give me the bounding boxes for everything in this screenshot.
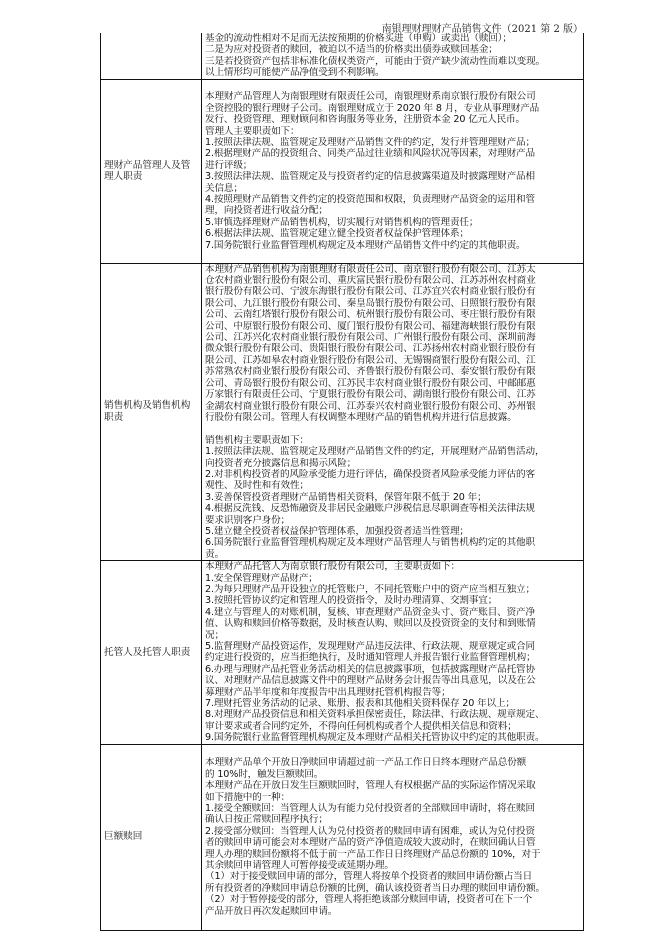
- text-line: 其余赎回申请管理人可暂停接受或延期办理。: [205, 859, 394, 871]
- text-line: 2.为每只理财产品开设独立的托管账户，不同托管账户中的资产应当相互独立；: [205, 583, 535, 595]
- text-line: 万家银行有限责任公司、宁夏银行股份有限公司、湖南银行股份有限公司、江苏: [205, 389, 536, 401]
- text-line: 观性、及时性和有效性；: [205, 480, 309, 492]
- text-line: 5.监督理财产品投资运作，发现理财产品违反法律、行政法规、规章规定或合同: [205, 641, 535, 653]
- large-redemption-row: [101, 744, 584, 930]
- row-label: 巨额赎回: [101, 744, 202, 930]
- text-line: 7.国务院银行业监督管理机构规定及本理财产品销售文件中约定的其他职责。: [205, 239, 526, 251]
- document-header: 南银理财理财产品销售文件（2021 第 2 版）: [381, 24, 583, 35]
- text-line: 4.建立与管理人的对账机制，复核、审查理财产品资金头寸、资产账目、资产净: [205, 606, 535, 618]
- row-content: [202, 79, 584, 263]
- text-line: 微众银行股份有限公司、贵阳银行股份有限公司、江苏扬州农村商业银行股份有: [205, 343, 536, 355]
- text-line: 3.按照法律法规、监管规定及与投资者约定的信息披露渠道及时披露理财产品相: [205, 171, 535, 183]
- text-line: 要求识别客户身份；: [205, 514, 290, 526]
- text-line: 金湖农村商业银行股份有限公司、江苏泰兴农村商业银行股份有限公司、苏州银: [205, 400, 536, 412]
- text-line: 5.审慎选择理财产品销售机构，切实履行对销售机构的管理责任；: [205, 216, 479, 228]
- text-line: 向投资者充分披露信息和揭示风险；: [205, 457, 357, 469]
- text-line: 关信息；: [205, 182, 243, 194]
- text-line: 2.接受部分赎回：当管理人认为兑付投资者的赎回申请有困难，或认为兑付投资: [205, 825, 535, 837]
- text-line: 4.根据反洗钱、反恐怖融资及非居民金融账户涉税信息尽职调查等相关法律法规: [205, 503, 535, 515]
- product-info-table: [100, 33, 584, 931]
- text-line: 2.根据理财产品的投资组合、同类产品过往业绩和风险状况等因素，对理财产品: [205, 148, 535, 160]
- sales-agency-duties-row: [101, 263, 584, 561]
- custodian-duties-row: [101, 561, 584, 745]
- text-line: 5.建立健全投资者权益保护管理体系，加强投资者适当性管理；: [205, 525, 469, 537]
- row-content: [202, 744, 584, 930]
- text-line: 销售机构主要职责如下：: [205, 434, 309, 446]
- text-line: 募理财产品半年度和年度报告中出具理财托管机构报告等；: [205, 686, 451, 698]
- text-line: 三是若投资资产包括非标准化债权类资产，可能由于资产缺少流动性而难以变现。: [205, 55, 545, 67]
- liquidity-risk-continuation-row: [101, 33, 584, 79]
- text-line: 发行、投资管理、理财顾问和咨询服务等业务，注册资本金 20 亿元人民币。: [205, 114, 525, 126]
- manager-duties-row: [101, 79, 584, 263]
- text-line: 产品开放日再次发起赎回申请。: [205, 905, 338, 917]
- text-line: 公司、云南红塔银行股份有限公司、杭州银行股份有限公司、枣庄银行股份有限: [205, 309, 536, 321]
- text-line: 9.国务院银行业监督管理机构规定及本理财产品相关托管协议中约定的其他职责。: [205, 732, 545, 744]
- text-line: 以上情形均可能使产品净值受到不利影响。: [205, 67, 385, 79]
- text-line: 的 10%时，触发巨额赎回。: [205, 768, 324, 780]
- text-line: 管理人主要职责如下：: [205, 125, 300, 137]
- text-line: 值、认购和赎回价格等数据，及时核查认购、赎回以及投资资金的支付和到账情: [205, 618, 536, 630]
- text-line: 1.接受全额赎回：当管理人认为有能力兑付投资者的全部赎回申请时，将在赎回: [205, 802, 535, 814]
- text-line: 理，向投资者进行收益分配；: [205, 205, 328, 217]
- text-line: 6.根据法律法规、监管规定建立健全投资者权益保护管理体系；: [205, 228, 469, 240]
- text-line: 7.理财托管业务活动的记录、账册、报表和其他相关资料保存 20 年以上；: [205, 698, 515, 710]
- text-line: 银行股份有限公司、宁波东海银行股份有限公司、江苏宜兴农村商业银行股份有: [205, 286, 536, 298]
- text-line: （1）对于接受赎回申请的部分，管理人将按单个投资者的赎回申请份额占当日: [205, 871, 533, 883]
- text-line: 4.按照理财产品销售文件约定的投资范围和权限，负责理财产品资金的运用和管: [205, 193, 535, 205]
- text-line: 者的赎回申请可能会对本理财产品的资产净值造成较大波动时，在赎回确认日管: [205, 837, 536, 849]
- text-line: 3.按照托管协议约定和管理人的投资指令，及时办理清算、交割事宜；: [205, 595, 498, 607]
- text-line: 1.按照法律法规、监管规定及理财产品销售文件的约定，开展理财产品销售活动，: [205, 446, 545, 458]
- text-line: 进行评级；: [205, 159, 253, 171]
- text-line: 责。: [205, 548, 224, 560]
- blank-line: [205, 423, 580, 434]
- text-line: 苏常熟农村商业银行股份有限公司、齐鲁银行股份有限公司、泰安银行股份有限: [205, 366, 536, 378]
- row-label: 理财产品管理人及管理人职责: [101, 79, 202, 263]
- row-content: [202, 33, 584, 79]
- row-label: 托管人及托管人职责: [101, 561, 202, 745]
- text-line: 二是为应对投资者的赎回，被迫以不适当的价格卖出债券或赎回基金；: [205, 44, 498, 56]
- text-line: 如下措施中的一种：: [205, 791, 290, 803]
- text-line: 6.国务院银行业监督管理机构规定及本理财产品管理人与销售机构约定的其他职: [205, 537, 535, 549]
- text-line: 全资控股的银行理财子公司。南银理财成立于 2020 年 8 月，专业从事理财产品: [205, 102, 540, 114]
- text-line: 公司、中原银行股份有限公司、厦门银行股份有限公司、福建海峡银行股份有限: [205, 320, 536, 332]
- text-line: 本理财产品单个开放日净赎回申请超过前一产品工作日日终本理财产品总份额: [205, 757, 527, 769]
- text-line: 1.按照法律法规、监管规定及理财产品销售文件的约定，发行并管理理财产品；: [205, 136, 535, 148]
- text-line: 确认日按正常赎回程序执行；: [205, 814, 328, 826]
- text-line: 仓农村商业银行股份有限公司、重庆富民银行股份有限公司、江苏苏州农村商业: [205, 275, 536, 287]
- text-line: 约定进行投资的，应当拒绝执行，及时通知管理人并报告银行业监督管理机构；: [205, 652, 536, 664]
- text-line: 3.妥善保管投资者理财产品销售相关资料，保管年限不低于 20 年；: [205, 491, 487, 503]
- text-line: 限公司、江苏如皋农村商业银行股份有限公司、无锡锡商银行股份有限公司、江: [205, 354, 536, 366]
- text-line: 限公司、九江银行股份有限公司、秦皇岛银行股份有限公司、日照银行股份有限: [205, 297, 536, 309]
- text-line: 本理财产品托管人为南京银行股份有限公司，主要职责如下：: [205, 561, 460, 573]
- text-line: 行股份有限公司。管理人有权调整本理财产品的销售机构并进行信息披露。: [205, 411, 517, 423]
- text-line: 基金的流动性相对不足而无法按预期的价格买进（申购）或卖出（赎回）；: [205, 33, 512, 44]
- text-line: 2.对非机构投资者的风险承受能力进行评估，确保投资者风险承受能力评估的客: [205, 468, 535, 480]
- text-line: 6.办理与理财产品托管业务活动相关的信息披露事项，包括披露理财产品托管协: [205, 663, 535, 675]
- row-label: [101, 33, 202, 79]
- text-line: 议、对理财产品信息披露文件中的理财产品财务会计报告等出具意见，以及在公: [205, 675, 536, 687]
- text-line: 况；: [205, 629, 224, 641]
- text-line: 本理财产品在开放日发生巨额赎回时，管理人有权根据产品的实际运作情况采取: [205, 780, 536, 792]
- text-line: （2）对于暂停接受的部分，管理人将拒绝该部分赎回申请，投资者可在下一个: [205, 894, 533, 906]
- row-label: 销售机构及销售机构职责: [101, 263, 202, 561]
- text-line: 本理财产品管理人为南银理财有限责任公司，南银理财系南京银行股份有限公司: [205, 91, 536, 103]
- text-line: 公司、青岛银行股份有限公司、江苏民丰农村商业银行股份有限公司、中邮邮惠: [205, 377, 536, 389]
- text-line: 理人办理的赎回份额将不低于前一产品工作日日终理财产品总份额的 10%，对于: [205, 848, 541, 860]
- text-line: 1.安全保管理财产品财产；: [205, 572, 318, 584]
- text-line: 本理财产品销售机构为南银理财有限责任公司、南京银行股份有限公司、江苏太: [205, 263, 536, 275]
- text-line: 所有投资者的净赎回申请总份额的比例，确认该投资者当日办理的赎回申请份额。: [205, 882, 545, 894]
- text-line: 公司、江苏兴化农村商业银行股份有限公司、广州银行股份有限公司、深圳前海: [205, 332, 536, 344]
- text-line: 8.对理财产品投资信息和相关资料承担保密责任，除法律、行政法规、规章规定、: [205, 709, 545, 721]
- row-content: [202, 263, 584, 561]
- text-line: 审计要求或者合同约定外，不得向任何机构或者个人提供相关信息和资料；: [205, 720, 517, 732]
- row-content: [202, 561, 584, 745]
